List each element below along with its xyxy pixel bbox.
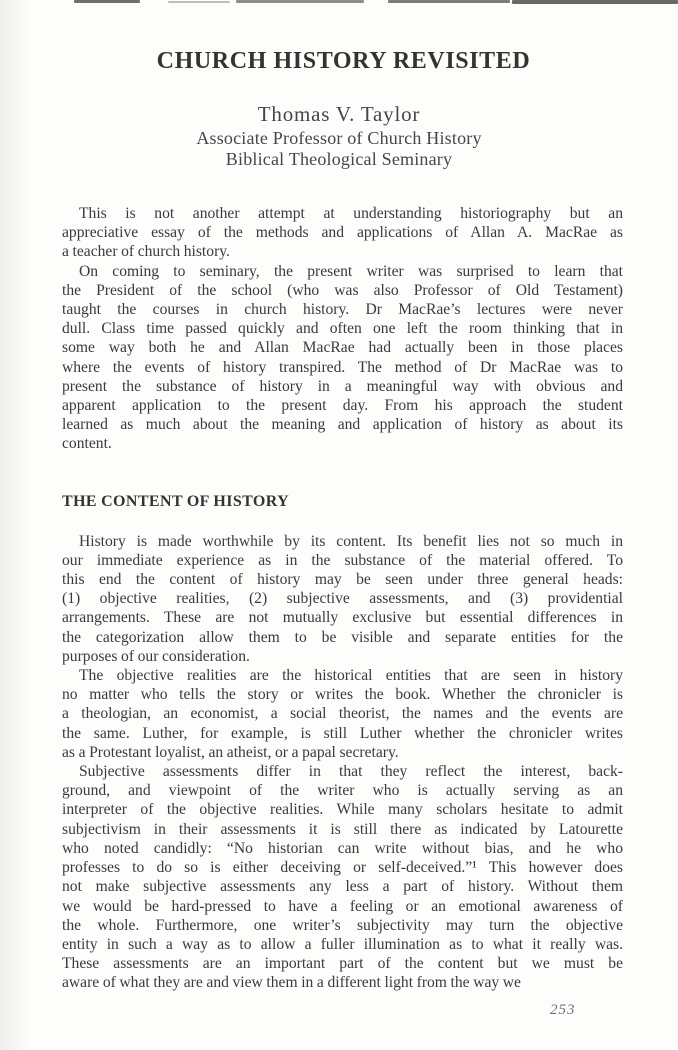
paragraph	[62, 532, 623, 666]
text-line: the whole. Furthermore, one writer’s subjectivity may turn the objective	[62, 916, 623, 934]
text-line: we would be hard-pressed to have a feeling or an emotional awareness of	[62, 897, 623, 915]
article-body	[62, 204, 623, 993]
author-role: Associate Professor of Church History	[196, 128, 482, 148]
text-line: this end the content of history may be seen under three general heads:	[62, 571, 623, 589]
paragraph	[62, 666, 623, 762]
text-line: where the events of history transpired. The method of Dr MacRae was to	[62, 358, 623, 376]
text-line: appreciative essay of the methods and applications of Allan A. MacRae as	[62, 224, 623, 242]
text-line: taught the courses in church history. Dr MacRae’s lectures were never	[62, 301, 623, 319]
scan-edge-artifact	[388, 0, 510, 3]
text-line: (1) objective realities, (2) subjective assessments, and (3) providential	[62, 590, 623, 608]
text-line: who noted candidly: “No historian can write without bias, and he who	[62, 839, 623, 857]
paragraph	[62, 762, 623, 992]
text-line: our immediate experience as in the substance of the material offered. To	[62, 551, 623, 569]
text-line: some way both he and Allan MacRae had actually been in those places	[62, 339, 623, 357]
text-line: the categorization allow them to be visible and separate entities for the	[62, 628, 623, 646]
text-line: a theologian, an economist, a social theorist, the names and the events are	[62, 705, 623, 723]
text-line: On coming to seminary, the present writer was surprised to learn that	[79, 262, 623, 280]
scan-edge-artifact	[74, 0, 140, 3]
text-line: the President of the school (who was also Professor of Old Testament)	[62, 281, 623, 299]
scan-edge-artifact	[236, 0, 364, 3]
text-line: This is not another attempt at understanding historiography but an	[79, 205, 623, 222]
text-line: present the substance of history in a meaningful way with obvious and	[62, 377, 623, 395]
text-line: as a Protestant loyalist, an atheist, or a papal secretary.	[62, 743, 399, 761]
paragraph	[62, 262, 623, 454]
text-line: interpreter of the objective realities. While many scholars hesitate to admit	[62, 801, 623, 819]
scan-edge-artifact	[512, 0, 678, 4]
author-name: Thomas V. Taylor	[257, 102, 421, 126]
text-line: Subjective assessments differ in that they reflect the interest, back-	[79, 763, 623, 781]
scan-edge-artifact	[168, 1, 230, 3]
text-line: History is made worthwhile by its content. Its benefit lies not so much in	[79, 532, 623, 550]
text-line: arrangements. These are not mutually exclusive but essential differences in	[62, 609, 623, 627]
text-line: professes to do so is either deceiving or self-deceived.”¹ This however does	[62, 859, 623, 877]
text-line: not make subjective assessments any less a part of history. Without them	[62, 878, 623, 896]
page-number: 253	[550, 1002, 576, 1018]
text-line: These assessments are an important part of the content but we must be	[62, 955, 623, 973]
text-line: ground, and viewpoint of the writer who is actually serving as an	[62, 782, 623, 800]
text-line: dull. Class time passed quickly and often one left the room thinking that in	[62, 320, 623, 338]
text-line: the same. Luther, for example, is still Luther whether the chronicler writes	[62, 724, 623, 742]
page-title: CHURCH HISTORY REVISITED	[156, 48, 531, 74]
author-institution: Biblical Theological Seminary	[225, 149, 453, 169]
text-line: apparent application to the present day. From his approach the student	[62, 397, 623, 415]
text-line: aware of what they are and view them in a different light from the way we	[62, 974, 521, 992]
text-line: entity in such a way as to allow a fuller illumination as to what it really was.	[62, 935, 623, 953]
text-line: content.	[62, 435, 112, 453]
section-heading: THE CONTENT OF HISTORY	[62, 492, 290, 510]
paragraph	[62, 204, 623, 262]
text-line: subjectivism in their assessments it is still there as indicated by Latourette	[62, 820, 623, 838]
text-line: no matter who tells the story or writes the book. Whether the chronicler is	[62, 686, 623, 704]
text-line: purposes of our consideration.	[62, 647, 250, 665]
text-line: The objective realities are the historical entities that are seen in history	[79, 667, 623, 685]
text-line: learned as much about the meaning and application of history as about its	[62, 416, 623, 434]
text-line: a teacher of church history.	[62, 243, 230, 261]
